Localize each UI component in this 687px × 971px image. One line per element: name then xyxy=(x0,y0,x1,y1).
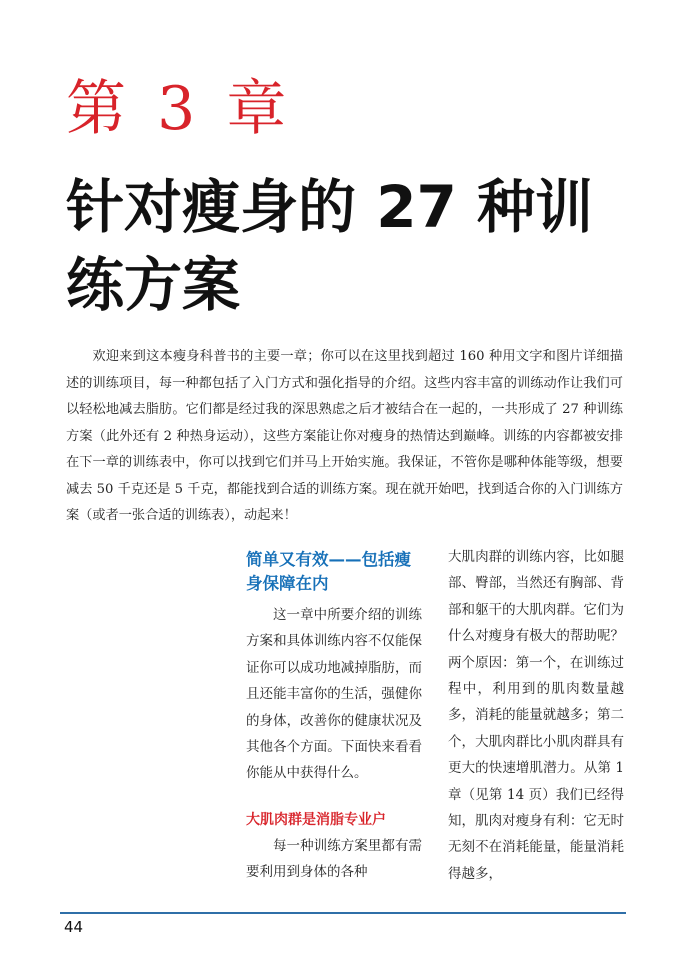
right-column: 大肌肉群的训练内容，比如腿部、臀部，当然还有胸部、背部和躯干的大肌肉群。它们为什么对瘦身有极大的帮助呢？两个原因：第一个，在训练过程中，利用到的肌肉数量越多，消耗的能量就越多；第二个，大肌肉群比小肌肉群具有更大的快速增肌潜力。从第 1 章（见第 14 页）我们已经得知，肌肉对瘦身有利：它无时无刻不在消耗能量，能量消耗得越多， xyxy=(448,549,624,882)
intro-paragraph: 欢迎来到这本瘦身科普书的主要一章；你可以在这里找到超过 160 种用文字和图片详细描述的训练项目，每一种都包括了入门方式和强化指导的介绍。这些内容丰富的训练动作让我们可以轻松地减去脂肪。它们都是经过我的深思熟虑之后才被结合在一起的，一共形成了 27 种训练方案（此外还有 2 种热身运动），这些方案能让你对瘦身的热情达到巅峰。训练的内容都被安排在下一章的训练表中，你可以找到它们并马上开始实施。我保证，不管你是哪种体能等级，想要减去 50 千克还是 5 千克，都能找到合适的训练方案。现在就开始吧，找到适合你的入门训练方案（或者一张合适的训练表），动起来！ xyxy=(66,349,623,523)
footer-rule xyxy=(60,912,626,914)
chapter-title: 针对瘦身的 27 种训练方案 xyxy=(66,173,594,319)
subsection-body: 每一种训练方案里都有需要利用到身体的各种 xyxy=(246,837,422,881)
section-body: 这一章中所要介绍的训练方案和具体训练内容不仅能保证你可以成功地减掉脂肪，而且还能丰富你的生活，强健你的身体，改善你的健康状况及其他各个方面。下面快来看看你能从中获得什么。 xyxy=(246,607,422,782)
subsection-heading: 大肌肉群是消脂专业户 xyxy=(246,811,386,828)
left-column xyxy=(246,548,422,886)
chapter-label: 第 3 章 xyxy=(66,74,293,144)
page-number: 44 xyxy=(64,918,84,936)
section-heading: 简单又有效——包括瘦身保障在内 xyxy=(246,550,411,593)
